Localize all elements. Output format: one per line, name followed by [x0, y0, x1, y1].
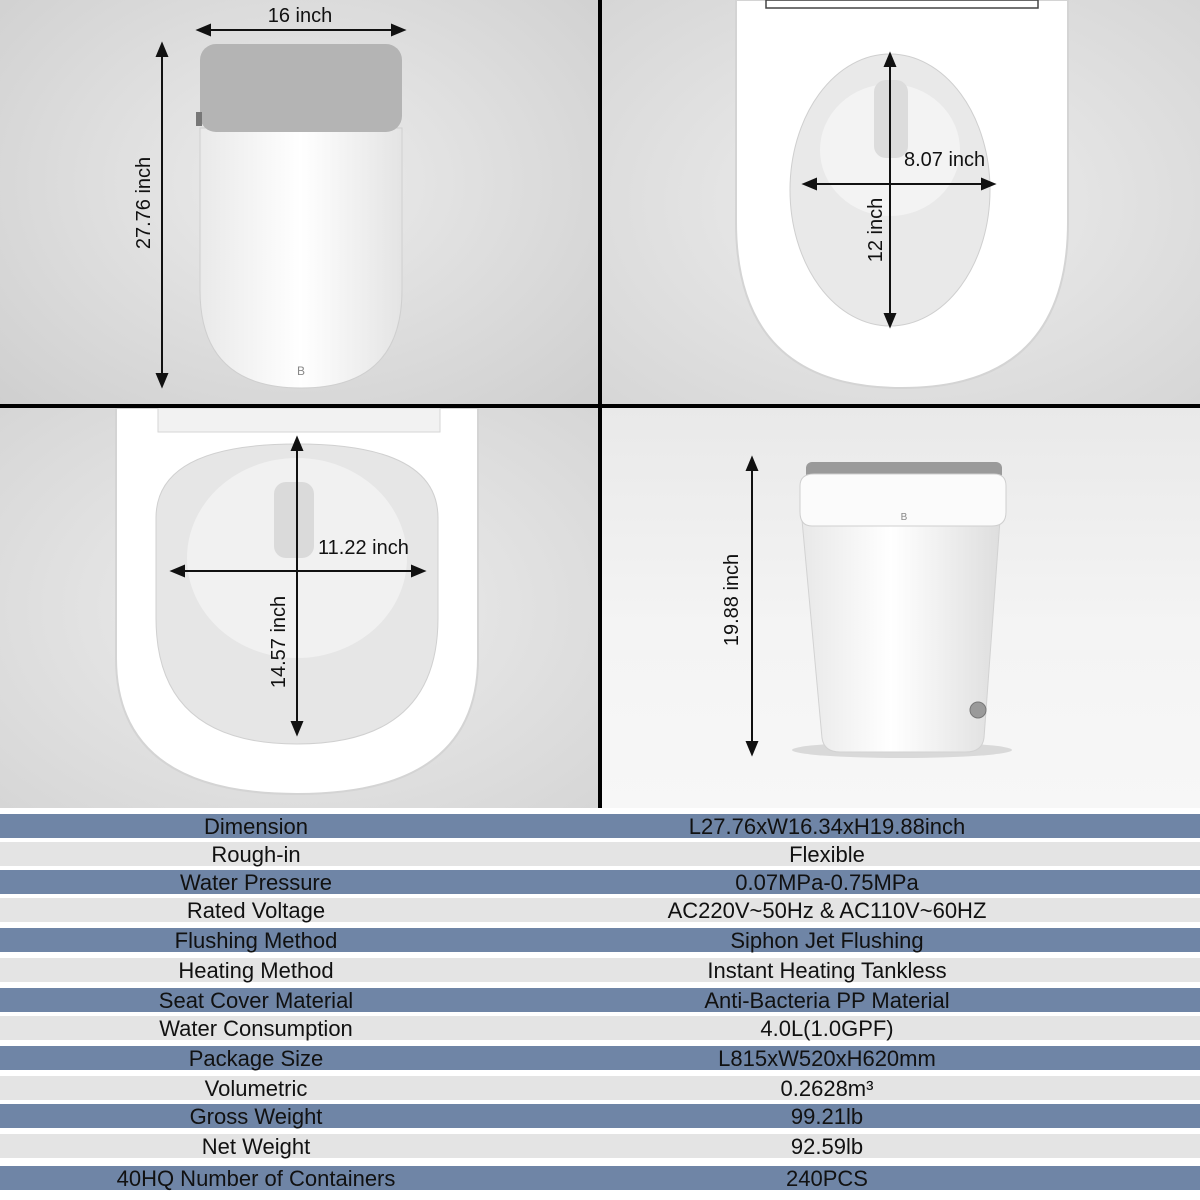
spec-row: Flushing Method Siphon Jet Flushing — [0, 926, 1200, 952]
spec-row: Water Consumption 4.0L(1.0GPF) — [0, 1014, 1200, 1040]
dim-width-label: 16 inch — [267, 5, 333, 27]
side-view-drawing — [602, 408, 1200, 808]
dim-bowl-width-label: 11.22 inch — [318, 537, 409, 559]
spec-row: Volumetric 0.2628m³ — [0, 1074, 1200, 1100]
dim-length-label: 27.76 inch — [133, 156, 155, 250]
spec-row: Water Pressure 0.07MPa-0.75MPa — [0, 868, 1200, 894]
brand-logo: B — [296, 364, 306, 378]
spec-row: Gross Weight 99.21lb — [0, 1102, 1200, 1128]
bowl-panel — [0, 408, 598, 808]
top-view-drawing — [0, 0, 598, 404]
dim-height-label: 19.88 inch — [721, 553, 743, 647]
spec-row: Package Size L815xW520xH620mm — [0, 1044, 1200, 1070]
side-toilet-base — [802, 520, 1000, 752]
spec-row: Dimension L27.76xW16.34xH19.88inch — [0, 812, 1200, 838]
seat-opening-drawing — [602, 0, 1200, 404]
toilet-body — [200, 128, 402, 388]
spec-row: 40HQ Number of Containers 240PCS — [0, 1164, 1200, 1190]
spec-table — [0, 808, 1200, 1200]
spec-row: Rough-in Flexible — [0, 840, 1200, 866]
dim-opening-length-label: 12 inch — [865, 197, 887, 263]
bowl-drawing — [0, 408, 598, 808]
dim-opening-width-label: 8.07 inch — [904, 149, 986, 171]
seat-opening-panel — [602, 0, 1200, 404]
spec-row: Seat Cover Material Anti-Bacteria PP Material — [0, 986, 1200, 1012]
panel-divider-horizontal — [0, 404, 1200, 408]
side-view-panel — [602, 408, 1200, 808]
toilet-tank-top — [200, 44, 402, 132]
spec-row: Heating Method Instant Heating Tankless — [0, 956, 1200, 982]
spec-row: Net Weight 92.59lb — [0, 1132, 1200, 1158]
dim-bowl-length-label: 14.57 inch — [268, 595, 290, 689]
svg-text:B: B — [900, 512, 908, 523]
spec-row: Rated Voltage AC220V~50Hz & AC110V~60HZ — [0, 896, 1200, 922]
top-view-panel — [0, 0, 598, 404]
side-knob — [970, 702, 986, 718]
